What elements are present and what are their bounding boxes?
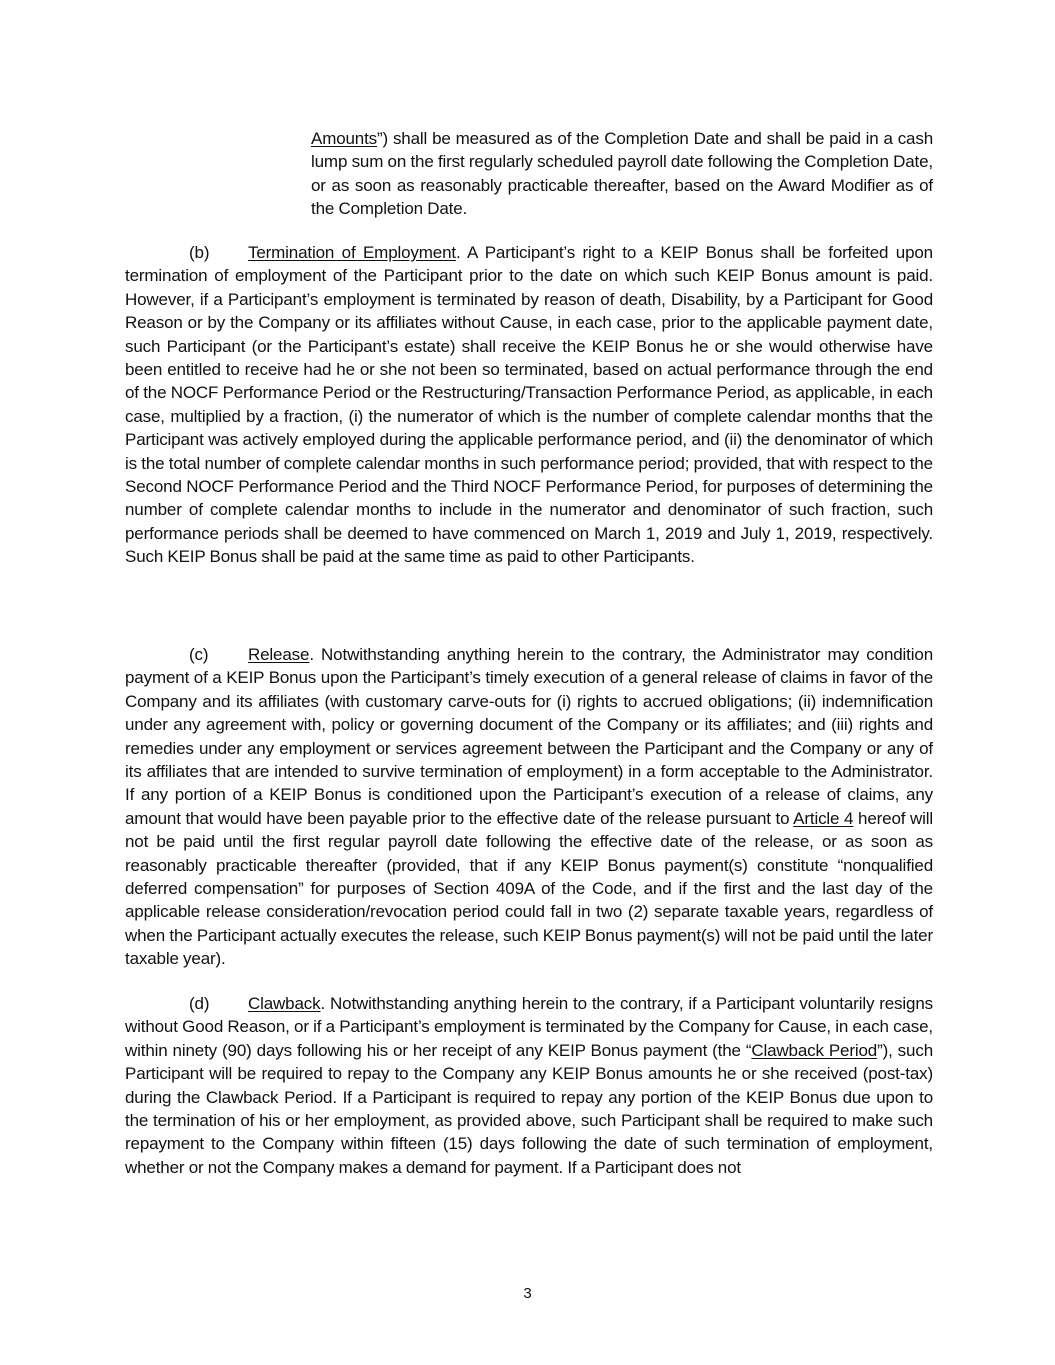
section-c-release [125, 643, 933, 971]
section-text-continued: hereof will not be paid until the first regular payroll date following the effective date of the release, or as soon as reasonably practicable thereafter (provided, that if any KEIP Bonus payment(s) constitute “nonqualified deferred compensation” for purposes of Section 409A of the Code, and if the first and the last day of the applicable release consideration/revocation period could fall in two (2) separate taxable years, regardless of when the Participant actually executes the release, such KEIP Bonus payment(s) will not be paid until the later taxable year). [125, 808, 934, 969]
defined-term-amounts: Amounts [311, 129, 378, 148]
section-text-continued: ”), such Participant will be required to repay to the Company any KEIP Bonus amounts he or she received (post-tax) during the Clawback Period. If a Participant is required to repay any portion of the KEIP Bonus due upon to the termination of his or her employment, as provided above, such Participant shall be required to make such repayment to the Company within fifteen (15) days following the date of such termination of employment, whether or not the Company makes a demand for payment. If a Participant does not [125, 1040, 933, 1177]
section-d-clawback [125, 992, 933, 1179]
section-heading: Termination of Employment [248, 243, 456, 262]
page-number: 3 [523, 1285, 532, 1302]
section-number: (d) [189, 994, 210, 1013]
defined-term-clawback-period: Clawback Period [751, 1040, 878, 1060]
section-number: (b) [189, 243, 210, 262]
article-4-reference: Article 4 [793, 808, 854, 828]
section-heading: Release [248, 645, 310, 664]
section-text: . Notwithstanding anything herein to the contrary, if a Participant voluntarily resigns without Good Reason, or if a Participant’s employment is terminated by the Company for Cause, in each case, within ninety (90) days following his or her receipt of any KEIP Bonus payment (the “ [125, 994, 933, 1060]
continuation-text: ”) shall be measured as of the Completion Date and shall be paid in a cash lump sum on the first regularly scheduled payroll date following the Completion Date, or as soon as reasonably practicable thereafter, based on the Award Modifier as of the Completion Date. [311, 129, 933, 219]
continuation-paragraph [311, 127, 933, 221]
section-text: . Notwithstanding anything herein to the contrary, the Administrator may condition payment of a KEIP Bonus upon the Participant’s timely execution of a general release of claims in favor of the Company and its affiliates (with customary carve-outs for (i) rights to accrued obligations; (ii) indemnification under any agreement with, policy or governing document of the Company or its affiliates; and (iii) rights and remedies under any employment or services agreement between the Participant and the Company or any of its affiliates that are intended to survive termination of employment) in a form acceptable to the Administrator. If any portion of a KEIP Bonus is conditioned upon the Participant’s execution of a release of claims, any amount that would have been payable prior to the effective date of the release pursuant to [125, 645, 933, 828]
section-text: . A Participant’s right to a KEIP Bonus shall be forfeited upon termination of employment of the Participant prior to the date on which such KEIP Bonus amount is paid. However, if a Participant’s employment is terminated by reason of death, Disability, by a Participant for Good Reason or by the Company or its affiliates without Cause, in each case, prior to the applicable payment date, such Participant (or the Participant’s estate) shall receive the KEIP Bonus he or she would otherwise have been entitled to receive had he or she not been so terminated, based on actual performance through the end of the NOCF Performance Period or the Restructuring/Transaction Performance Period, as applicable, in each case, multiplied by a fraction, (i) the numerator of which is the number of complete calendar months that the Participant was actively employed during the applicable performance period, and (ii) the denominator of which is the total number of complete calendar months in such performance period; provided, that with respect to the Second NOCF Performance Period and the Third NOCF Performance Period, for purposes of determining the number of complete calendar months to include in the numerator and denominator of such fraction, such performance periods shall be deemed to have commenced on March 1, 2019 and July 1, 2019, respectively. Such KEIP Bonus shall be paid at the same time as paid to other Participants. [125, 243, 933, 567]
section-heading: Clawback [248, 994, 321, 1013]
section-b-termination-of-employment [125, 241, 933, 569]
section-number: (c) [189, 645, 209, 664]
